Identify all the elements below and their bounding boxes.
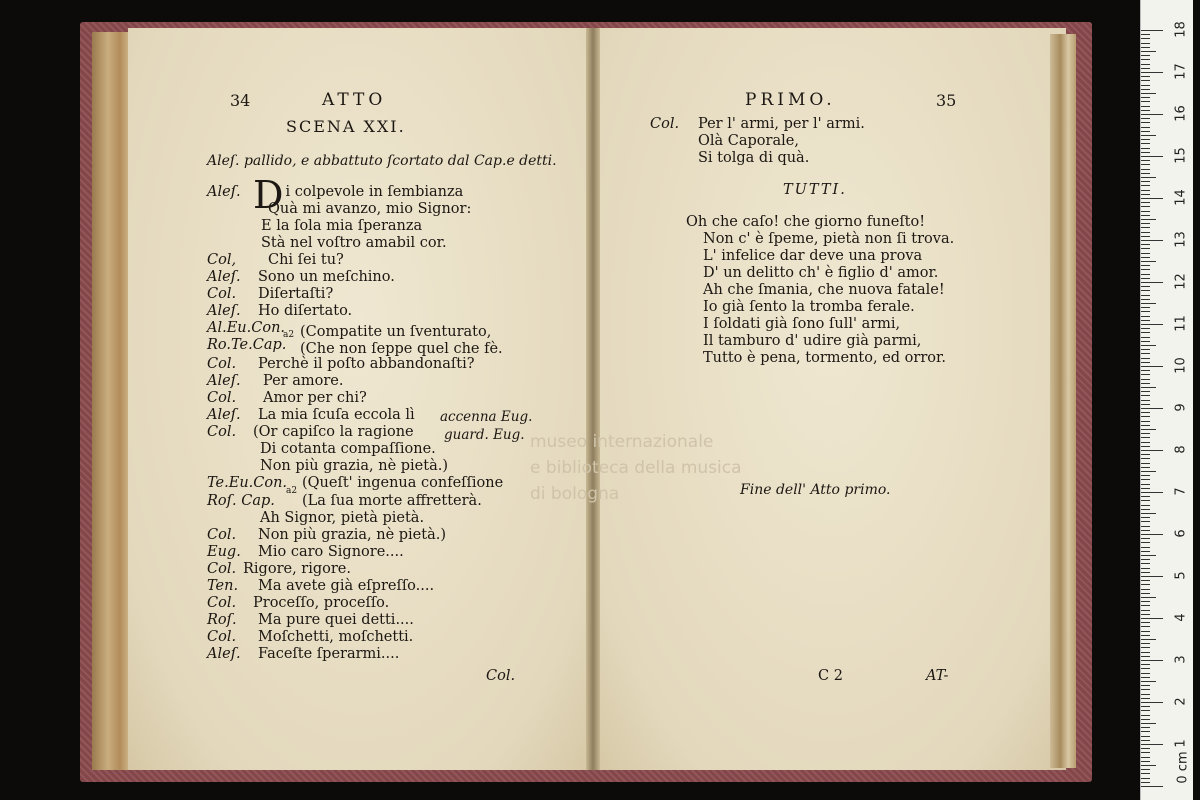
ruler-tick [1141, 320, 1150, 321]
ruler-tick [1141, 782, 1150, 783]
ruler-tick [1141, 185, 1150, 186]
ruler-tick [1141, 236, 1150, 237]
ruler-tick [1141, 181, 1150, 182]
ruler-tick [1141, 694, 1150, 695]
speaker-label: Aleſ. [207, 646, 241, 662]
ruler-tick [1141, 517, 1150, 518]
ruler-tick [1141, 618, 1163, 619]
ruler-tick [1141, 673, 1150, 674]
verse-line: Per amore. [263, 373, 344, 389]
speaker-label: Col. [207, 356, 237, 372]
ruler-tick [1141, 723, 1156, 724]
ruler-tick [1141, 114, 1163, 115]
ruler-tick [1141, 215, 1150, 216]
ruler-tick [1141, 118, 1150, 119]
ruler-tick [1141, 559, 1150, 560]
ruler-tick [1141, 274, 1150, 275]
verse-line: Stà nel voſtro amabil cor. [261, 235, 447, 251]
ruler-tick [1141, 488, 1150, 489]
verse-line: Di cotanta compaſſione. [260, 441, 436, 457]
ruler-tick [1141, 614, 1150, 615]
verse-line: Mio caro Signore.... [258, 544, 404, 560]
ruler-tick [1141, 668, 1150, 669]
ruler-tick [1141, 110, 1150, 111]
ruler-tick [1141, 736, 1150, 737]
ruler-tick [1141, 43, 1150, 44]
ruler-tick [1141, 387, 1156, 388]
ruler-number: 7 [1173, 487, 1189, 496]
ruler-tick [1141, 135, 1156, 136]
speaker-label: Eug. [207, 544, 241, 560]
ruler-tick [1141, 311, 1150, 312]
verse-line: Ho diſertato. [258, 303, 353, 319]
ruler-tick [1141, 778, 1150, 779]
ruler-tick [1141, 206, 1150, 207]
verse-line: (Queſt' ingenua confeſſione [302, 475, 504, 491]
ruler-tick [1141, 227, 1150, 228]
ruler-tick [1141, 601, 1150, 602]
ruler-tick [1141, 442, 1150, 443]
left-page-number: 34 [230, 91, 251, 110]
ruler-number: 17 [1173, 63, 1189, 80]
ruler-tick [1141, 643, 1150, 644]
speaker-label: Aleſ. [207, 407, 241, 423]
ruler-tick [1141, 551, 1150, 552]
aside-direction: guard. Eug. [444, 427, 525, 443]
ruler-tick [1141, 496, 1150, 497]
verse-line: L' infelice dar deve una prova [703, 248, 923, 264]
ruler-tick [1141, 358, 1150, 359]
ruler-number: 2 [1173, 697, 1189, 706]
ruler-tick [1141, 202, 1150, 203]
ruler-tick [1141, 93, 1156, 94]
ruler-tick [1141, 198, 1163, 199]
ruler-number: 5 [1173, 571, 1189, 580]
verse-line: Io già ſento la tromba ferale. [703, 299, 915, 315]
ruler-tick [1141, 148, 1150, 149]
ruler-tick [1141, 160, 1150, 161]
ruler-tick [1141, 89, 1150, 90]
ruler-tick [1141, 446, 1150, 447]
ruler-number: 12 [1173, 273, 1189, 290]
ruler-tick [1141, 55, 1150, 56]
ruler-tick [1141, 345, 1156, 346]
ruler-tick [1141, 248, 1150, 249]
speaker-label: Aleſ. [207, 184, 241, 200]
ruler-number: 11 [1173, 315, 1189, 332]
ruler-tick [1141, 139, 1150, 140]
ruler-tick [1141, 597, 1156, 598]
ruler-tick [1141, 677, 1150, 678]
verse-line: Olà Caporale, [698, 133, 799, 149]
ruler-tick [1141, 156, 1163, 157]
ruler-tick [1141, 324, 1163, 325]
verse-line: Amor per chi? [263, 390, 367, 406]
right-page-number: 35 [936, 91, 957, 110]
ruler-tick [1141, 269, 1150, 270]
ruler-number: 10 [1173, 357, 1189, 374]
ruler-tick [1141, 719, 1150, 720]
verse-line: Non c' è ſpeme, pietà non ſi trova. [703, 231, 955, 247]
ruler-tick [1141, 265, 1150, 266]
speaker-label: Roſ. [207, 612, 237, 628]
ruler-tick [1141, 51, 1156, 52]
verse-line: Quà mi avanzo, mio Signor: [268, 201, 472, 217]
ruler-tick [1141, 366, 1163, 367]
speaker-label: Aleſ. [207, 373, 241, 389]
ruler-tick [1141, 349, 1150, 350]
left-catchword: Col. [486, 668, 516, 684]
ruler-tick [1141, 412, 1150, 413]
ruler-tick [1141, 757, 1150, 758]
measuring-ruler [1140, 0, 1193, 800]
ruler-tick [1141, 101, 1150, 102]
ruler-tick [1141, 765, 1156, 766]
ruler-tick [1141, 656, 1150, 657]
ruler-tick [1141, 710, 1150, 711]
ruler-number: 13 [1173, 231, 1189, 248]
ruler-tick [1141, 404, 1150, 405]
ruler-tick [1141, 547, 1150, 548]
ruler-tick [1141, 282, 1163, 283]
ruler-tick [1141, 530, 1150, 531]
ruler-tick [1141, 219, 1156, 220]
speaker-label: Col. [207, 286, 237, 302]
ruler-tick [1141, 72, 1163, 73]
verse-line: La mia ſcuſa eccola lì [258, 407, 415, 423]
ruler-tick [1141, 64, 1150, 65]
verse-line: Ma avete già eſpreſſo.... [258, 578, 435, 594]
a2-mark: a2 [283, 330, 295, 340]
ruler-tick [1141, 479, 1150, 480]
verse-line: (Or capiſco la ragione [253, 424, 414, 440]
ruler-tick [1141, 152, 1150, 153]
ruler-number: 16 [1173, 105, 1189, 122]
ruler-number: 4 [1173, 613, 1189, 622]
ruler-tick [1141, 337, 1150, 338]
left-page-edges [92, 32, 132, 770]
ruler-tick [1141, 80, 1150, 81]
ruler-tick [1141, 429, 1156, 430]
a2-mark: a2 [286, 486, 298, 496]
ruler-tick [1141, 576, 1163, 577]
ruler-tick [1141, 513, 1156, 514]
ruler-tick [1141, 538, 1150, 539]
speaker-label: Col. [207, 595, 237, 611]
speaker-label: Col. [207, 390, 237, 406]
ruler-number: 15 [1173, 147, 1189, 164]
drop-cap: D [253, 173, 284, 217]
ruler-tick [1141, 450, 1163, 451]
ruler-tick [1141, 509, 1150, 510]
ruler-number: 3 [1173, 655, 1189, 664]
ruler-tick [1141, 454, 1150, 455]
verse-line: Rigore, rigore. [243, 561, 351, 577]
end-of-act-note: Fine dell' Atto primo. [740, 482, 891, 498]
ruler-tick [1141, 572, 1150, 573]
ruler-tick [1141, 106, 1150, 107]
speaker-label: Col, [207, 252, 237, 268]
ruler-tick [1141, 261, 1156, 262]
ruler-tick [1141, 395, 1150, 396]
ruler-number: 6 [1173, 529, 1189, 538]
ruler-tick [1141, 639, 1156, 640]
speaker-label: Al.Eu.Con. [207, 320, 286, 336]
verse-line: Ah che ſmania, che nuova fatale! [703, 282, 945, 298]
ruler-tick [1141, 379, 1150, 380]
ruler-number: 18 [1173, 21, 1189, 38]
book-gutter [586, 28, 600, 770]
ruler-tick [1141, 773, 1150, 774]
speaker-label: Ten. [207, 578, 239, 594]
ruler-tick [1141, 555, 1156, 556]
ruler-tick [1141, 303, 1156, 304]
verse-line: (La ſua morte affretterà. [302, 493, 482, 509]
speaker-label: Col. [207, 424, 237, 440]
verse-line: Si tolga di quà. [698, 150, 810, 166]
verse-line: (Che non ſeppe quel che fè. [300, 341, 503, 357]
ruler-tick [1141, 299, 1150, 300]
ruler-tick [1141, 240, 1163, 241]
ruler-tick [1141, 652, 1150, 653]
verse-line: Ah Signor, pietà pietà. [260, 510, 425, 526]
verse-line: (Compatite un ſventurato, [300, 324, 492, 340]
ruler-tick [1141, 190, 1150, 191]
ruler-tick [1141, 647, 1150, 648]
verse-line: Faceſte ſperarmi.... [258, 646, 400, 662]
ruler-tick [1141, 353, 1150, 354]
ruler-tick [1141, 391, 1150, 392]
ruler-tick [1141, 484, 1150, 485]
ruler-tick [1141, 622, 1150, 623]
ruler-tick [1141, 584, 1150, 585]
ruler-tick [1141, 194, 1150, 195]
ruler-tick [1141, 68, 1150, 69]
ruler-tick [1141, 660, 1163, 661]
verse-line-rest: i colpevole in ſembianza [285, 184, 464, 200]
ruler-tick [1141, 744, 1163, 745]
ruler-tick [1141, 475, 1150, 476]
chorus-heading: TUTTI. [783, 182, 847, 198]
ruler-tick [1141, 143, 1150, 144]
ruler-tick [1141, 290, 1150, 291]
ruler-number: 8 [1173, 445, 1189, 454]
ruler-tick [1141, 610, 1150, 611]
ruler-number: 9 [1173, 403, 1189, 412]
ruler-tick [1141, 211, 1150, 212]
ruler-tick [1141, 127, 1150, 128]
verse-line: Il tamburo d' udire già parmi, [703, 333, 922, 349]
ruler-tick [1141, 542, 1150, 543]
ruler-tick [1141, 341, 1150, 342]
ruler-number: 14 [1173, 189, 1189, 206]
ruler-number: 0 cm [1175, 751, 1191, 784]
stage-direction: Aleſ. pallido, e abbattuto ſcortato dal Cap.e detti. [207, 153, 557, 169]
verse-line: Chi ſei tu? [268, 252, 344, 268]
ruler-tick [1141, 698, 1150, 699]
ruler-tick [1141, 307, 1150, 308]
ruler-tick [1141, 706, 1150, 707]
right-page-edges [1050, 34, 1076, 768]
speaker-label: Roſ. Cap. [207, 493, 275, 509]
ruler-tick [1141, 328, 1150, 329]
ruler-tick [1141, 748, 1150, 749]
ruler-tick [1141, 715, 1150, 716]
ruler-tick [1141, 316, 1150, 317]
ruler-tick [1141, 526, 1150, 527]
ruler-tick [1141, 374, 1150, 375]
right-running-head: PRIMO. [745, 90, 836, 110]
ruler-tick [1141, 727, 1150, 728]
ruler-tick [1141, 408, 1163, 409]
ruler-tick [1141, 383, 1150, 384]
ruler-tick [1141, 605, 1150, 606]
ruler-tick [1141, 131, 1150, 132]
ruler-tick [1141, 568, 1150, 569]
ruler-tick [1141, 437, 1150, 438]
ruler-tick [1141, 173, 1150, 174]
ruler-tick [1141, 38, 1150, 39]
ruler-tick [1141, 593, 1150, 594]
ruler-tick [1141, 740, 1150, 741]
aside-direction: accenna Eug. [440, 409, 533, 425]
ruler-tick [1141, 500, 1150, 501]
ruler-tick [1141, 761, 1150, 762]
ruler-tick [1141, 471, 1156, 472]
ruler-tick [1141, 177, 1156, 178]
ruler-tick [1141, 34, 1150, 35]
ruler-tick [1141, 362, 1150, 363]
left-running-head: ATTO [322, 90, 387, 110]
signature-mark: C 2 [818, 668, 843, 684]
verse-line: Proceſſo, proceſſo. [253, 595, 390, 611]
speaker-label: Col. [207, 527, 237, 543]
ruler-tick [1141, 223, 1150, 224]
speaker-label: Aleſ. [207, 269, 241, 285]
ruler-tick [1141, 253, 1150, 254]
ruler-tick [1141, 681, 1156, 682]
ruler-tick [1141, 505, 1150, 506]
ruler-tick [1141, 164, 1150, 165]
verse-line: Ma pure quei detti.... [258, 612, 414, 628]
ruler-tick [1141, 76, 1150, 77]
ruler-tick [1141, 421, 1150, 422]
speaker-label: Aleſ. [207, 303, 241, 319]
verse-line: E la ſola mia ſperanza [261, 218, 423, 234]
ruler-tick [1141, 416, 1150, 417]
ruler-tick [1141, 685, 1150, 686]
ruler-tick [1141, 563, 1150, 564]
ruler-tick [1141, 122, 1150, 123]
ruler-tick [1141, 85, 1150, 86]
ruler-tick [1141, 702, 1163, 703]
ruler-tick [1141, 370, 1150, 371]
verse-line: Oh che caſo! che giorno funeſto! [686, 214, 926, 230]
ruler-tick [1141, 59, 1150, 60]
ruler-tick [1141, 458, 1150, 459]
ruler-tick [1141, 286, 1150, 287]
ruler-number: 1 [1173, 739, 1189, 748]
ruler-tick [1141, 278, 1150, 279]
ruler-tick [1141, 400, 1150, 401]
ruler-tick [1141, 534, 1163, 535]
verse-line: D' un delitto ch' è figlio d' amor. [703, 265, 939, 281]
ruler-tick [1141, 332, 1150, 333]
ruler-tick [1141, 425, 1150, 426]
verse-line: Tutto è pena, tormento, ed orror. [703, 350, 946, 366]
speaker-label: Col. [207, 561, 237, 577]
ruler-tick [1141, 589, 1150, 590]
ruler-tick [1141, 786, 1163, 787]
ruler-tick [1141, 463, 1150, 464]
speaker-label: Col. [650, 116, 680, 132]
verse-line: I ſoldati già ſono ſull' armi, [703, 316, 901, 332]
ruler-tick [1141, 47, 1150, 48]
right-catchword: AT- [926, 668, 949, 684]
ruler-tick [1141, 169, 1150, 170]
ruler-tick [1141, 232, 1150, 233]
verse-line: Per l' armi, per l' armi. [698, 116, 865, 132]
ruler-tick [1141, 580, 1150, 581]
ruler-tick [1141, 689, 1150, 690]
ruler-tick [1141, 97, 1150, 98]
ruler-tick [1141, 769, 1150, 770]
ruler-tick [1141, 631, 1150, 632]
ruler-tick [1141, 731, 1150, 732]
verse-line: Sono un meſchino. [258, 269, 395, 285]
ruler-tick [1141, 295, 1150, 296]
ruler-tick [1141, 521, 1150, 522]
ruler-tick [1141, 635, 1150, 636]
ruler-tick [1141, 492, 1163, 493]
ruler-tick [1141, 752, 1150, 753]
speaker-label: Col. [207, 629, 237, 645]
scene-title: SCENA XXI. [286, 117, 406, 136]
speaker-label: Ro.Te.Cap. [207, 337, 287, 353]
verse-line: Moſchetti, moſchetti. [258, 629, 414, 645]
speaker-label: Te.Eu.Con. [207, 475, 288, 491]
right-page [596, 28, 1066, 770]
verse-line: Perchè il poſto abbandonaſti? [258, 356, 475, 372]
ruler-tick [1141, 467, 1150, 468]
ruler-tick [1141, 244, 1150, 245]
ruler-tick [1141, 30, 1163, 31]
ruler-tick [1141, 257, 1150, 258]
verse-line: Non più grazia, nè pietà.) [260, 458, 448, 474]
ruler-tick [1141, 433, 1150, 434]
ruler-tick [1141, 626, 1150, 627]
ruler-tick [1141, 664, 1150, 665]
verse-line: Non più grazia, nè pietà.) [258, 527, 446, 543]
verse-line: Diſertaſti? [258, 286, 334, 302]
